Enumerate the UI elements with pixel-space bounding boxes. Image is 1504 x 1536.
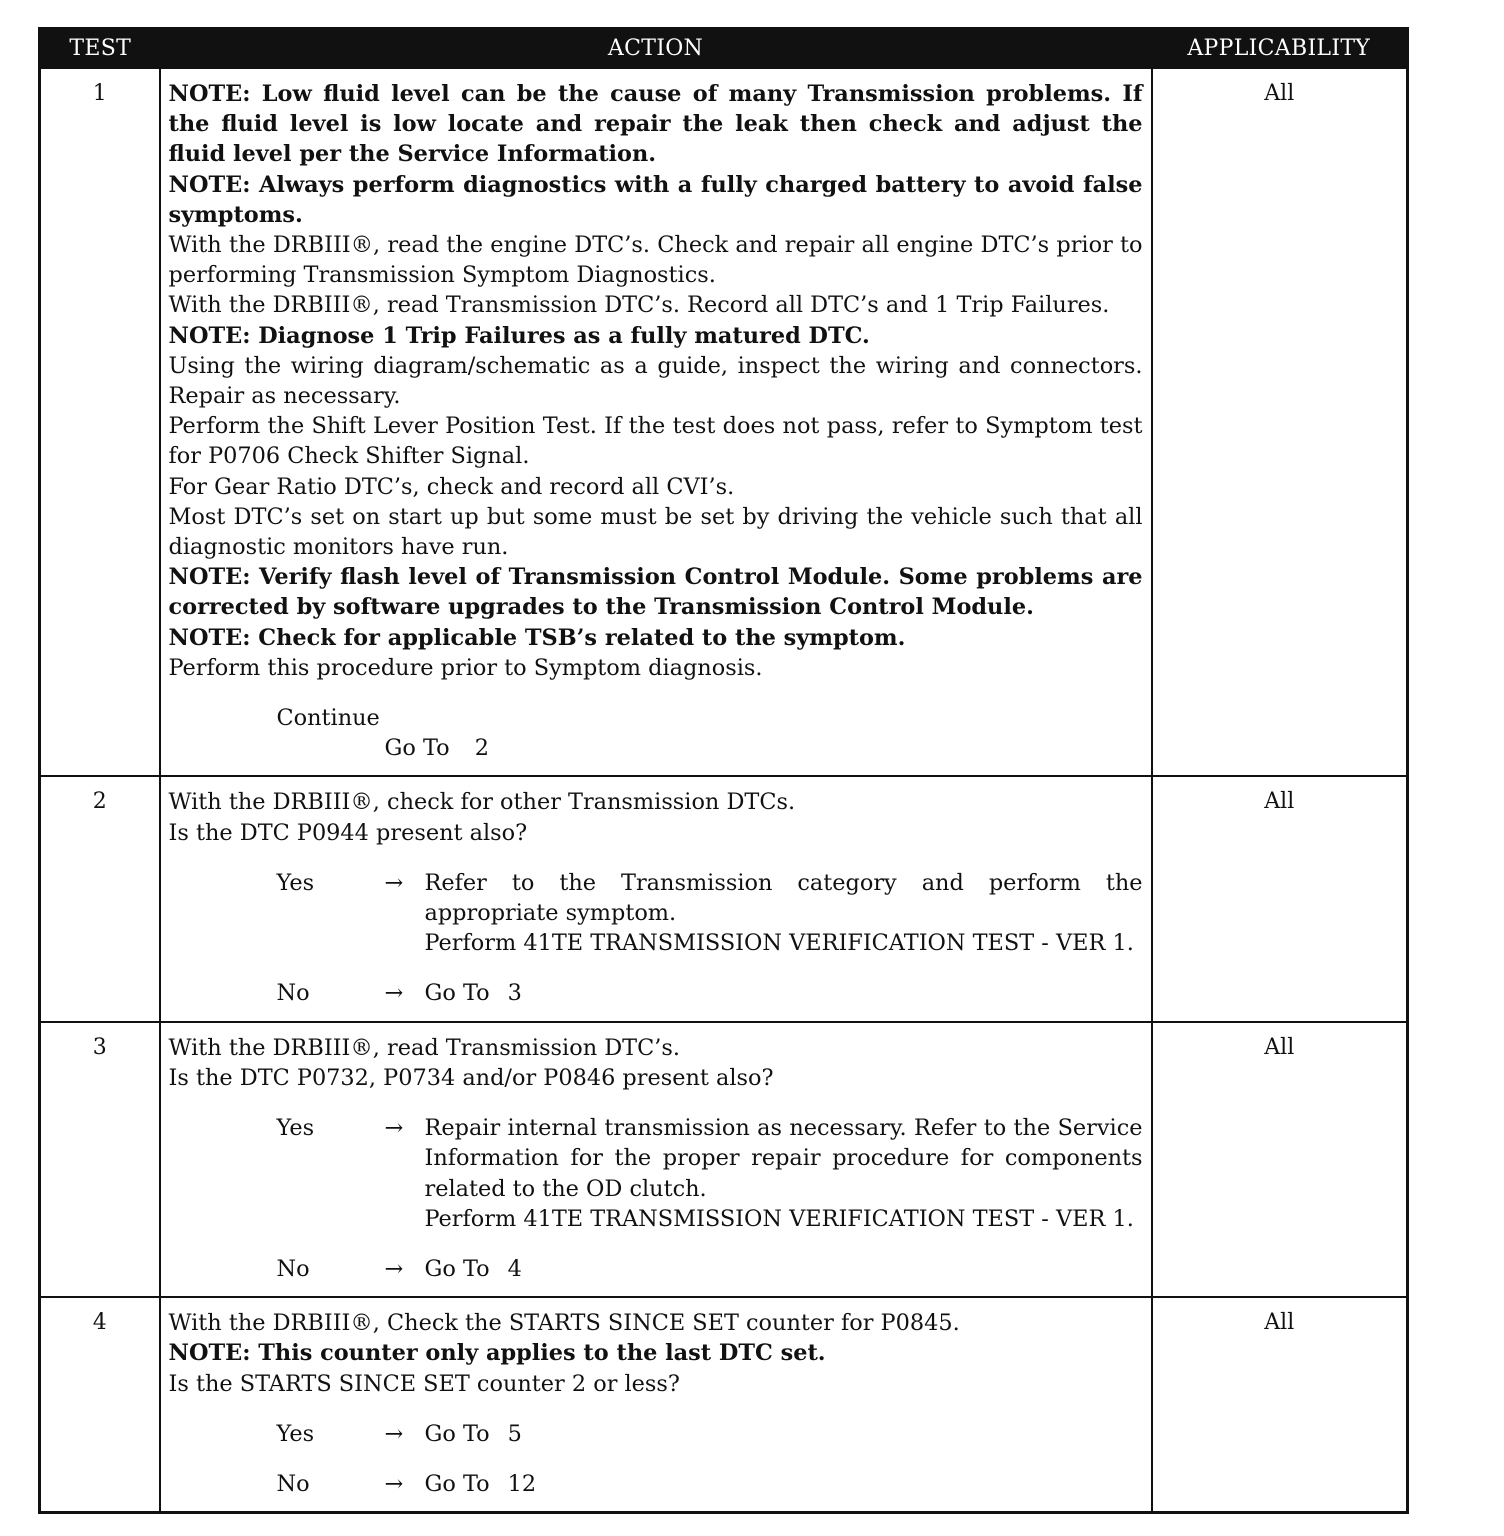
instruction-text: Using the wiring diagram/schematic as a guide, inspect the wiring and connectors. Repair as necessary. bbox=[168, 352, 1143, 410]
yes-label-wrap bbox=[169, 868, 385, 959]
goto-label: Go To bbox=[424, 980, 490, 1007]
spacer bbox=[169, 1093, 1143, 1113]
note-text: NOTE: Verify flash level of Transmission Control Module. Some problems are corrected by software upgrades to the Transmission Control Module. bbox=[168, 564, 1143, 621]
goto-value: 12 bbox=[507, 1470, 537, 1497]
yes-result-text: Repair internal transmission as necessary. Refer to the Service Information for the proper repair procedure for components related to the OD clutch. bbox=[424, 1115, 1143, 1202]
applicability-cell: All bbox=[1152, 68, 1408, 776]
instruction-text: With the DRBIII®, read the engine DTC’s. Check and repair all engine DTC’s prior to performing Transmission Symptom Diagnostics. bbox=[168, 232, 1143, 289]
action-cell bbox=[160, 1297, 1152, 1513]
test-number: 1 bbox=[40, 68, 160, 776]
spacer bbox=[169, 848, 1143, 868]
continue-label: Continue bbox=[276, 705, 380, 732]
arrow-icon: → bbox=[384, 1420, 404, 1447]
no-response bbox=[169, 1254, 1143, 1284]
diagnostic-table-container bbox=[38, 27, 1406, 1514]
note-text: NOTE: Low fluid level can be the cause of many Transmission problems. If the fluid level is low locate and repair the leak then check and adjust the fluid level per the Service Information. bbox=[168, 81, 1143, 168]
diagnostic-table bbox=[38, 27, 1409, 1514]
goto-label: Go To bbox=[424, 1470, 490, 1497]
action-cell bbox=[160, 68, 1152, 776]
test-number: 4 bbox=[40, 1297, 160, 1513]
instruction-text: With the DRBIII®, read Transmission DTC’s. Record all DTC’s and 1 Trip Failures. bbox=[168, 292, 1110, 319]
yes-response bbox=[169, 1419, 1143, 1449]
spacer bbox=[169, 683, 1143, 703]
spacer bbox=[169, 958, 1143, 978]
applicability-cell: All bbox=[1152, 1297, 1408, 1513]
spacer bbox=[169, 1234, 1143, 1254]
header-action: ACTION bbox=[160, 29, 1152, 69]
table-row bbox=[40, 68, 1408, 776]
instruction-text: With the DRBIII®, Check the STARTS SINCE SET counter for P0845. bbox=[168, 1310, 960, 1337]
no-result bbox=[421, 1469, 1143, 1499]
header-applicability: APPLICABILITY bbox=[1152, 29, 1408, 69]
question-text: Is the STARTS SINCE SET counter 2 or less? bbox=[168, 1370, 680, 1397]
test-number: 2 bbox=[40, 776, 160, 1021]
goto-step bbox=[169, 733, 1143, 763]
yes-result-text: Perform 41TE TRANSMISSION VERIFICATION TEST - VER 1. bbox=[424, 1205, 1134, 1232]
instruction-text: Perform the Shift Lever Position Test. If the test does not pass, refer to Symptom test for P0706 Check Shifter Signal. bbox=[168, 413, 1143, 470]
no-response bbox=[169, 1469, 1143, 1499]
yes-label-wrap bbox=[169, 1419, 385, 1449]
no-label: No bbox=[276, 1255, 310, 1282]
applicability-cell: All bbox=[1152, 776, 1408, 1021]
yes-label: Yes bbox=[276, 1420, 315, 1447]
arrow-icon: → bbox=[384, 1115, 404, 1142]
no-response bbox=[169, 978, 1143, 1008]
note-text: NOTE: Diagnose 1 Trip Failures as a fully matured DTC. bbox=[168, 322, 870, 349]
header-test: TEST bbox=[40, 29, 160, 69]
note-text: NOTE: Check for applicable TSB’s related to the symptom. bbox=[168, 624, 906, 651]
yes-result bbox=[421, 1419, 1143, 1449]
action-cell bbox=[160, 1022, 1152, 1297]
goto-value: 2 bbox=[474, 735, 490, 762]
no-result bbox=[421, 1254, 1143, 1284]
yes-result-text: Refer to the Transmission category and perform the appropriate symptom. bbox=[424, 869, 1143, 927]
instruction-text: With the DRBIII®, check for other Transmission DTCs. bbox=[168, 789, 796, 816]
table-row bbox=[40, 1022, 1408, 1297]
yes-label: Yes bbox=[276, 1115, 315, 1142]
no-label: No bbox=[276, 1470, 310, 1497]
instruction-text: With the DRBIII®, read Transmission DTC’s. bbox=[168, 1034, 680, 1061]
arrow-icon: → bbox=[384, 1255, 404, 1282]
goto-label: Go To bbox=[424, 1420, 490, 1447]
goto-value: 3 bbox=[507, 980, 522, 1007]
note-text: NOTE: This counter only applies to the last DTC set. bbox=[168, 1340, 826, 1367]
instruction-text: Most DTC’s set on start up but some must be set by driving the vehicle such that all diagnostic monitors have run. bbox=[168, 503, 1143, 561]
table-row bbox=[40, 776, 1408, 1021]
arrow-icon: → bbox=[384, 980, 404, 1007]
yes-response bbox=[169, 868, 1143, 959]
question-text: Is the DTC P0944 present also? bbox=[168, 819, 528, 846]
yes-label-wrap bbox=[169, 1113, 385, 1234]
instruction-text: Perform this procedure prior to Symptom diagnosis. bbox=[168, 654, 763, 681]
goto-label: Go To bbox=[384, 735, 450, 762]
no-result bbox=[421, 978, 1143, 1008]
action-cell bbox=[160, 776, 1152, 1021]
instruction-text: For Gear Ratio DTC’s, check and record all CVI’s. bbox=[168, 473, 735, 500]
table-row bbox=[40, 1297, 1408, 1513]
arrow-icon: → bbox=[384, 1470, 404, 1497]
spacer bbox=[169, 1399, 1143, 1419]
test-number: 3 bbox=[40, 1022, 160, 1297]
no-label-wrap bbox=[169, 978, 385, 1008]
goto-value: 4 bbox=[507, 1255, 522, 1282]
goto-value: 5 bbox=[507, 1420, 522, 1447]
yes-result bbox=[421, 868, 1143, 959]
goto-label: Go To bbox=[424, 1255, 490, 1282]
question-text: Is the DTC P0732, P0734 and/or P0846 present also? bbox=[168, 1064, 774, 1091]
yes-response bbox=[169, 1113, 1143, 1234]
yes-result-text: Perform 41TE TRANSMISSION VERIFICATION TEST - VER 1. bbox=[424, 930, 1134, 957]
note-text: NOTE: Always perform diagnostics with a fully charged battery to avoid false symptoms. bbox=[168, 171, 1143, 228]
no-label: No bbox=[276, 980, 310, 1007]
no-label-wrap bbox=[169, 1254, 385, 1284]
yes-label: Yes bbox=[276, 869, 315, 896]
yes-result bbox=[421, 1113, 1143, 1234]
arrow-icon: → bbox=[384, 869, 404, 896]
spacer bbox=[169, 1449, 1143, 1469]
no-label-wrap bbox=[169, 1469, 385, 1499]
applicability-cell: All bbox=[1152, 1022, 1408, 1297]
table-header-row bbox=[40, 29, 1408, 69]
